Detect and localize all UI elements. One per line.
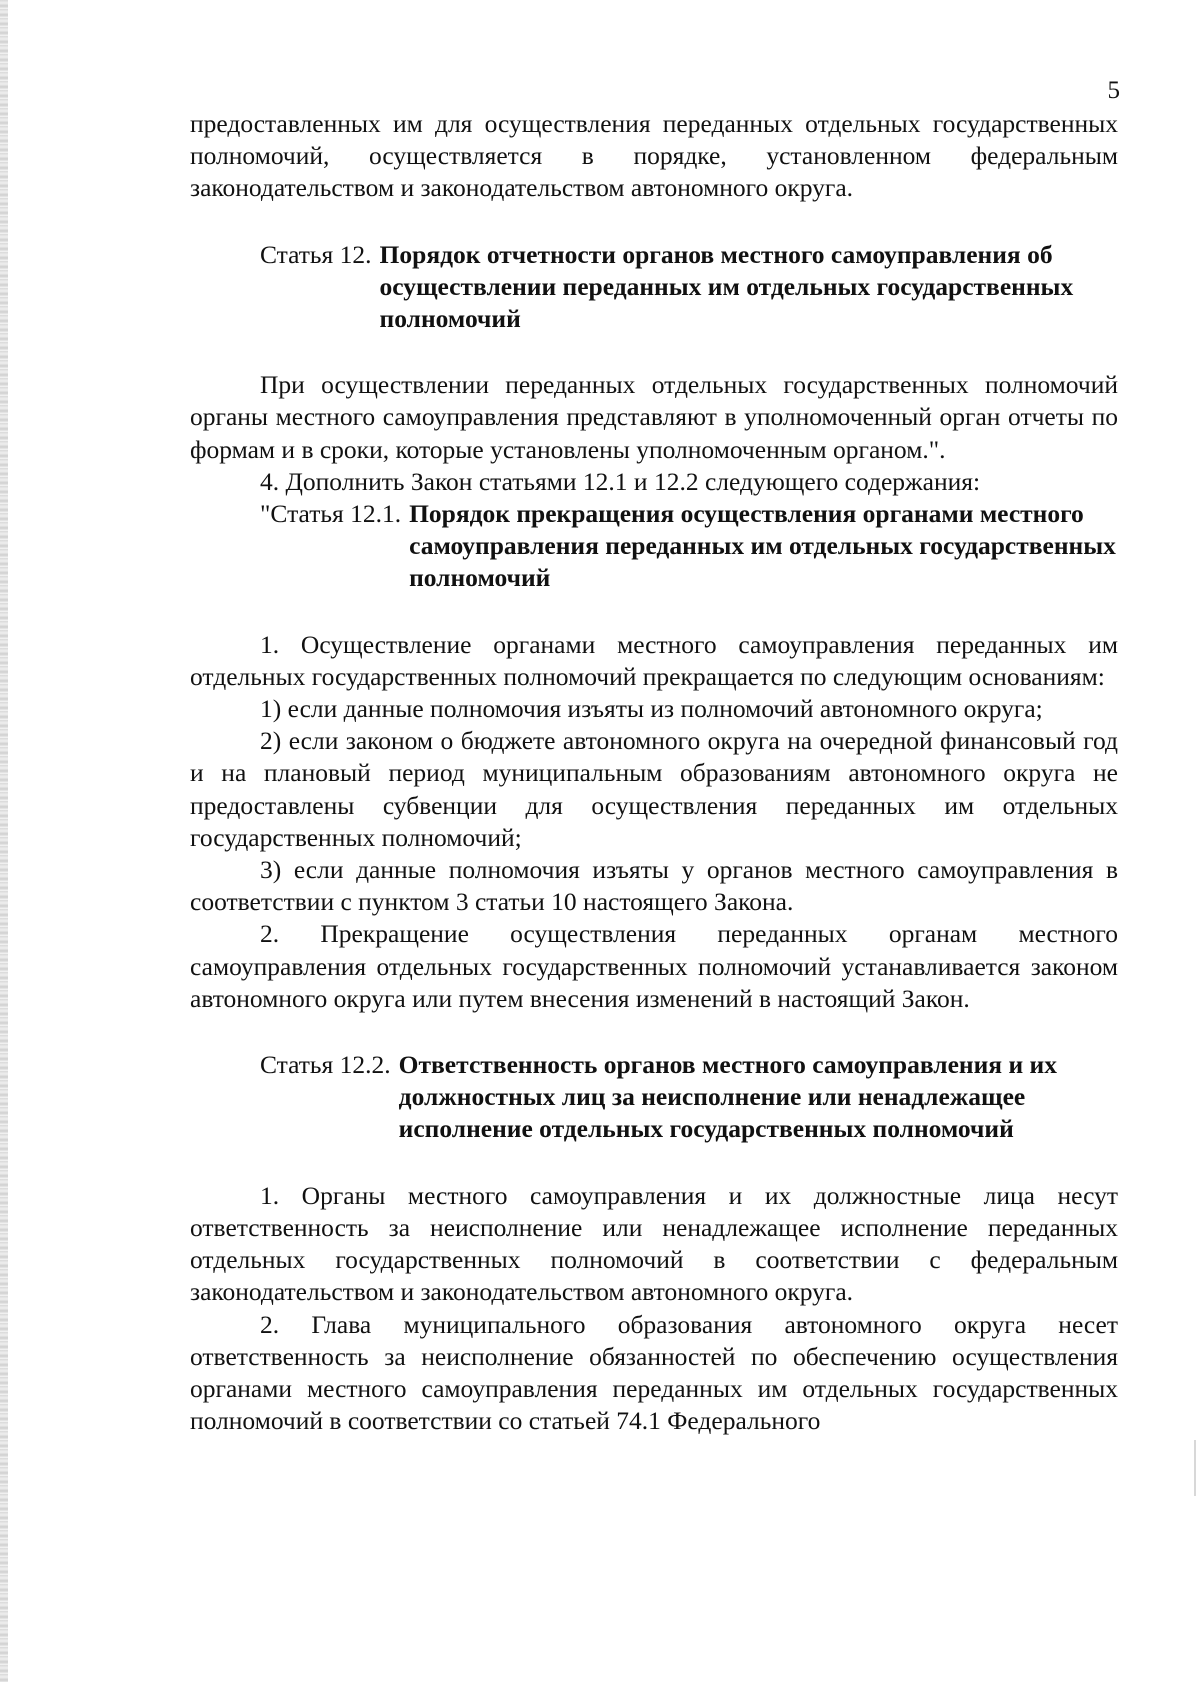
article-12-1-number: "Статья 12.1.: [260, 499, 402, 529]
article-12-1-paragraph-2: 2. Прекращение осуществления переданных органам местного самоуправления отдельных государственных полномочий устанавливается законом автономного округа или путем внесения изменений в настоящий Закон.: [190, 919, 1118, 1013]
scan-edge: [0, 0, 8, 1682]
article-12-body: При осуществлении переданных отдельных государственных полномочий органы местного самоуправления представляют в уполномоченный орган отчеты по формам и в сроки, которые установлены уполномоченным органом.".: [190, 370, 1118, 464]
article-12-2-paragraph-2: 2. Глава муниципального образования автономного округа несет ответственность за неисполнение обязанностей по обеспечению осуществления органами местного самоуправления переданных им отдельных государственных полномочий в соответствии со статьей 74.1 Федерального: [190, 1309, 1118, 1436]
article-12-number: Статья 12.: [260, 239, 372, 269]
article-12-1-item-1: 1) если данные полномочия изъяты из полномочий автономного округа;: [260, 694, 1043, 724]
amendment-intro: 4. Дополнить Закон статьями 12.1 и 12.2 следующего содержания:: [260, 466, 981, 496]
article-12-2-heading: [260, 1049, 1118, 1146]
scan-mark: [1194, 1440, 1196, 1496]
article-12-2-number: Статья 12.2.: [260, 1050, 391, 1080]
document-body: [190, 108, 1118, 1437]
article-12-title: Порядок отчетности органов местного самоуправления об осуществлении переданных им отдельных государственных полномочий: [379, 239, 1074, 334]
article-12-2-title: Ответственность органов местного самоуправления и их должностных лиц за неисполнение или ненадлежащее исполнение отдельных государственных полномочий: [398, 1050, 1057, 1144]
article-12-1-title: Порядок прекращения осуществления органами местного самоуправления переданных им отдельных государственных полномочий: [409, 499, 1116, 593]
article-12-heading: [260, 239, 1118, 336]
article-12-1-paragraph-1: 1. Осуществление органами местного самоуправления переданных им отдельных государственных полномочий прекращается по следующим основаниям:: [190, 629, 1118, 691]
article-12-1-item-2: 2) если законом о бюджете автономного округа на очередной финансовый год и на плановый период муниципальным образованиям автономного округа не предоставлены субвенции для осуществления переданных им отдельных государственных полномочий;: [190, 726, 1118, 852]
article-12-2-paragraph-1: 1. Органы местного самоуправления и их должностные лица несут ответственность за неисполнение или ненадлежащее исполнение переданных отдельных государственных полномочий в соответствии с федеральным законодательством и законодательством автономного округа.: [190, 1180, 1118, 1307]
article-12-1-heading: [260, 498, 1118, 595]
article-12-1-item-3: 3) если данные полномочия изъяты у органов местного самоуправления в соответствии с пунктом 3 статьи 10 настоящего Закона.: [190, 855, 1118, 917]
intro-paragraph: предоставленных им для осуществления переданных отдельных государственных полномочий, осуществляется в порядке, установленном федеральным законодательством и законодательством автономного округа.: [190, 109, 1118, 203]
page-number: 5: [1107, 77, 1120, 104]
